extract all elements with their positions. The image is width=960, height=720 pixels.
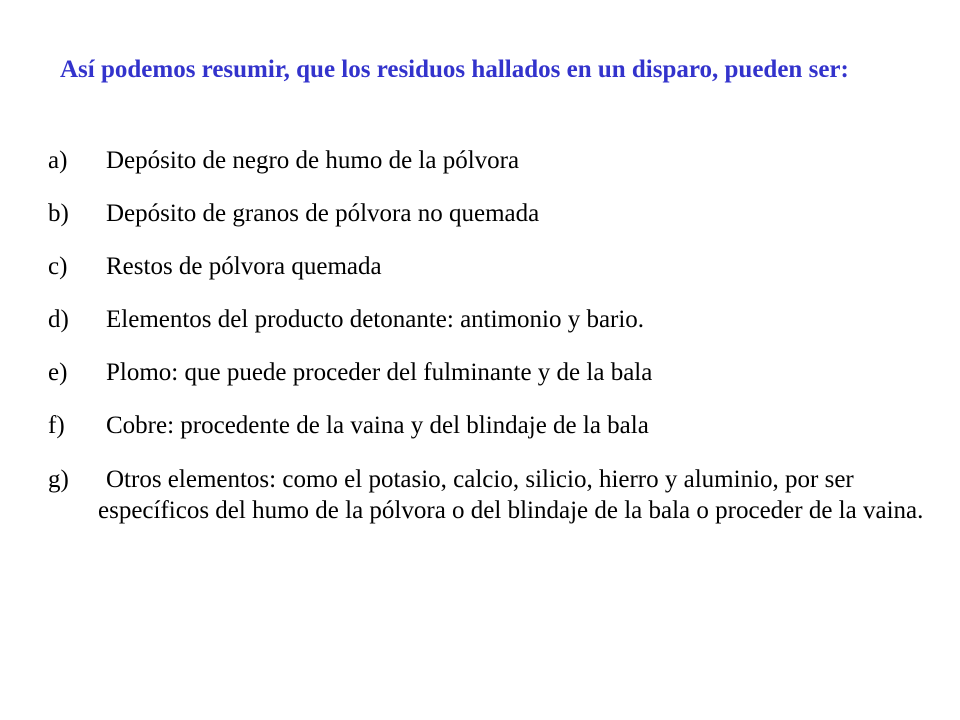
list-item — [48, 146, 928, 176]
list-item — [48, 358, 928, 388]
list-marker: f) — [48, 412, 65, 439]
list-item-text: Restos de pólvora quemada — [106, 253, 382, 280]
list-marker: a) — [48, 147, 68, 174]
intro-heading: Así podemos resumir, que los residuos hallados en un disparo, pueden ser: — [60, 56, 849, 83]
list-marker: g) — [48, 466, 69, 493]
list-item — [48, 411, 928, 441]
residue-list — [48, 146, 928, 526]
list-item-text: Plomo: que puede proceder del fulminante y de la bala — [106, 359, 653, 386]
list-marker: c) — [48, 253, 68, 280]
list-marker: d) — [48, 306, 69, 333]
list-item-text: Elementos del producto detonante: antimonio y bario. — [106, 306, 645, 333]
list-item-text: Otros elementos: como el potasio, calcio, silicio, hierro y aluminio, por ser específicos del humo de la pólvora o del blindaje de la bala o proceder de la vaina. — [98, 466, 924, 524]
list-item — [48, 464, 928, 526]
list-item — [48, 252, 928, 282]
list-item-text: Cobre: procedente de la vaina y del blindaje de la bala — [106, 412, 649, 439]
list-item-text: Depósito de granos de pólvora no quemada — [106, 200, 540, 227]
list-item — [48, 199, 928, 229]
list-marker: b) — [48, 200, 69, 227]
list-marker: e) — [48, 359, 68, 386]
list-item — [48, 305, 928, 335]
list-item-text: Depósito de negro de humo de la pólvora — [106, 147, 520, 174]
